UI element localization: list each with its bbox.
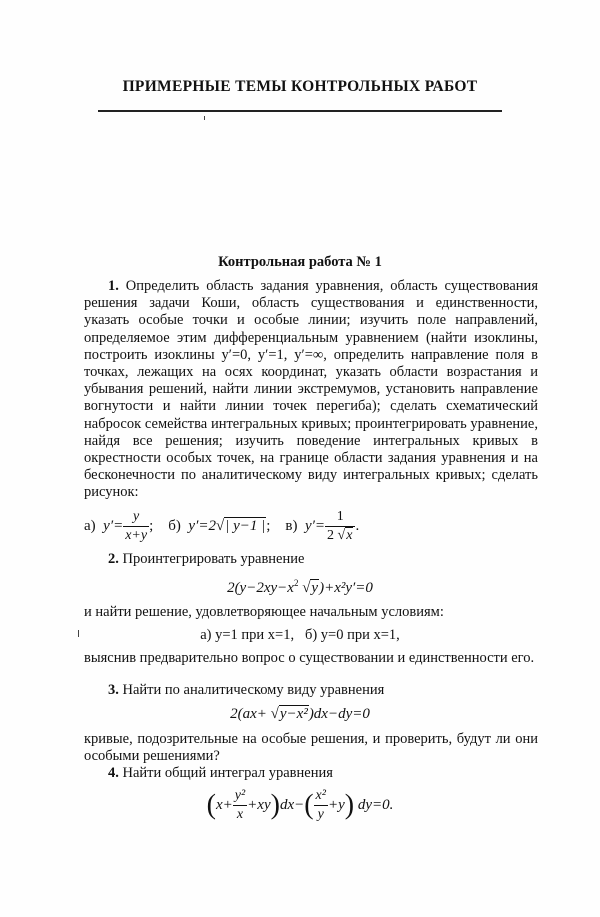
task-3-number: 3. [108, 682, 119, 698]
task-4-fraction-2 [314, 788, 328, 823]
task-4-den-2: y [317, 807, 324, 822]
task-2-formula-a: 2(y−2xy−x [227, 580, 294, 596]
task-2-text-3: выяснив предварительно вопрос о существовании и единственности его. [84, 650, 535, 666]
case-c-den-coef: 2 [327, 528, 335, 543]
case-c-lhs: y′= [304, 517, 326, 534]
task-4-den-1: x [236, 807, 244, 822]
task-1-paragraph [84, 278, 538, 502]
task-4-text: Найти общий интеграл уравнения [122, 765, 333, 781]
task-3-formula-root: y−x² [279, 706, 308, 722]
page-header: ПРИМЕРНЫЕ ТЕМЫ КОНТРОЛЬНЫХ РАБОТ [122, 78, 478, 95]
task-2-text-2: и найти решение, удовлетворяющее начальным условиям: [84, 604, 444, 620]
task-2-formula-root: y [311, 580, 319, 596]
task-1-cases [84, 509, 359, 544]
case-a-lhs: y′= [103, 517, 124, 534]
task-3-formula-b: )dx−dy=0 [308, 706, 370, 722]
paren-open-1: ( [206, 789, 216, 821]
task-4-x: x+ [215, 796, 233, 813]
case-b-radicand: | y−1 | [225, 517, 266, 534]
case-a-sep: ; [149, 517, 154, 534]
case-b-label: б) [168, 517, 181, 534]
task-4-formula [0, 788, 600, 823]
case-c-den-root: x [346, 528, 353, 543]
paren-close-2: ) [344, 789, 355, 821]
section-title: Контрольная работа № 1 [218, 254, 382, 270]
task-4-dx: dx− [279, 796, 305, 813]
task-2-formula: $2(y-2xy-x^2$ √y)+x²y′=0 [227, 578, 373, 596]
case-a-denominator: x+y [125, 528, 148, 543]
paren-open-2: ( [304, 789, 314, 821]
task-2-formula-b: )+x²y′=0 [319, 580, 373, 596]
case-c-label: в) [285, 517, 298, 534]
task-4-mid: +xy [247, 796, 271, 813]
case-c-end: . [355, 517, 360, 534]
task-3-text: Найти по аналитическому виду уравнения [122, 682, 385, 698]
task-3-formula: 2(ax+ √y−x²)dx−dy=0 [230, 706, 370, 722]
task-3-heading [84, 682, 538, 699]
task-4-num-2: x² [314, 788, 328, 806]
case-c-numerator: 1 [325, 509, 355, 527]
case-b-sep: ; [266, 517, 271, 534]
task-2-text: Проинтегрировать уравнение [122, 551, 305, 567]
scan-mark [204, 116, 205, 120]
task-4-num-1: y² [233, 788, 247, 806]
case-a-fraction [123, 509, 149, 544]
task-1-number: 1. [108, 278, 119, 294]
task-2-conditions: а) y=1 при x=1, б) y=0 при x=1, [200, 627, 400, 643]
task-2-heading [84, 551, 538, 568]
case-a-label: а) [84, 517, 96, 534]
task-4-fraction-1 [233, 788, 247, 823]
paren-close-1: ) [270, 789, 280, 821]
task-4-number: 4. [108, 765, 119, 781]
case-c-fraction [325, 509, 355, 544]
header-rule [98, 110, 502, 112]
task-4-heading [84, 765, 538, 782]
case-a-numerator: y [123, 509, 149, 527]
task-1-text: Определить область задания уравнения, область существования решения задачи Коши, область существования и единственности, указать особые точки и особые линии; изучить поле направлений, определяемое этим дифференциальным уравнением (найти изоклины, построить изоклины y′=0, y′=1, y′=∞, определить направление поля в точках, лежащих на осях координат, указать области возрастания и убывания решений, найти линии экстремумов, установить направление вогнутости и найти линии точек перегиба); сделать схематический набросок семейства интегральных кривых; проинтегрировать уравнение, найдя все решения; изучить поведение интегральных кривых в окрестности особых точек, на границе области задания уравнения и на бесконечности по аналитическому виду интегральных кривых; сделать рисунок: [84, 278, 538, 501]
sqrt-sign: √ [215, 517, 225, 534]
case-c-denominator: 2 √x [327, 528, 353, 543]
task-2-formula-exp: 2 [293, 578, 299, 588]
task-4-end: dy=0. [357, 796, 394, 813]
task-3-text-2: кривые, подозрительные на особые решения, и проверить, будут ли они особыми решениями? [84, 731, 538, 765]
task-3-formula-a: 2(ax+ [230, 706, 267, 722]
task-4-plus-y: +y [327, 796, 345, 813]
task-2-number: 2. [108, 551, 119, 567]
case-b-lhs: y′=2 [188, 517, 216, 534]
